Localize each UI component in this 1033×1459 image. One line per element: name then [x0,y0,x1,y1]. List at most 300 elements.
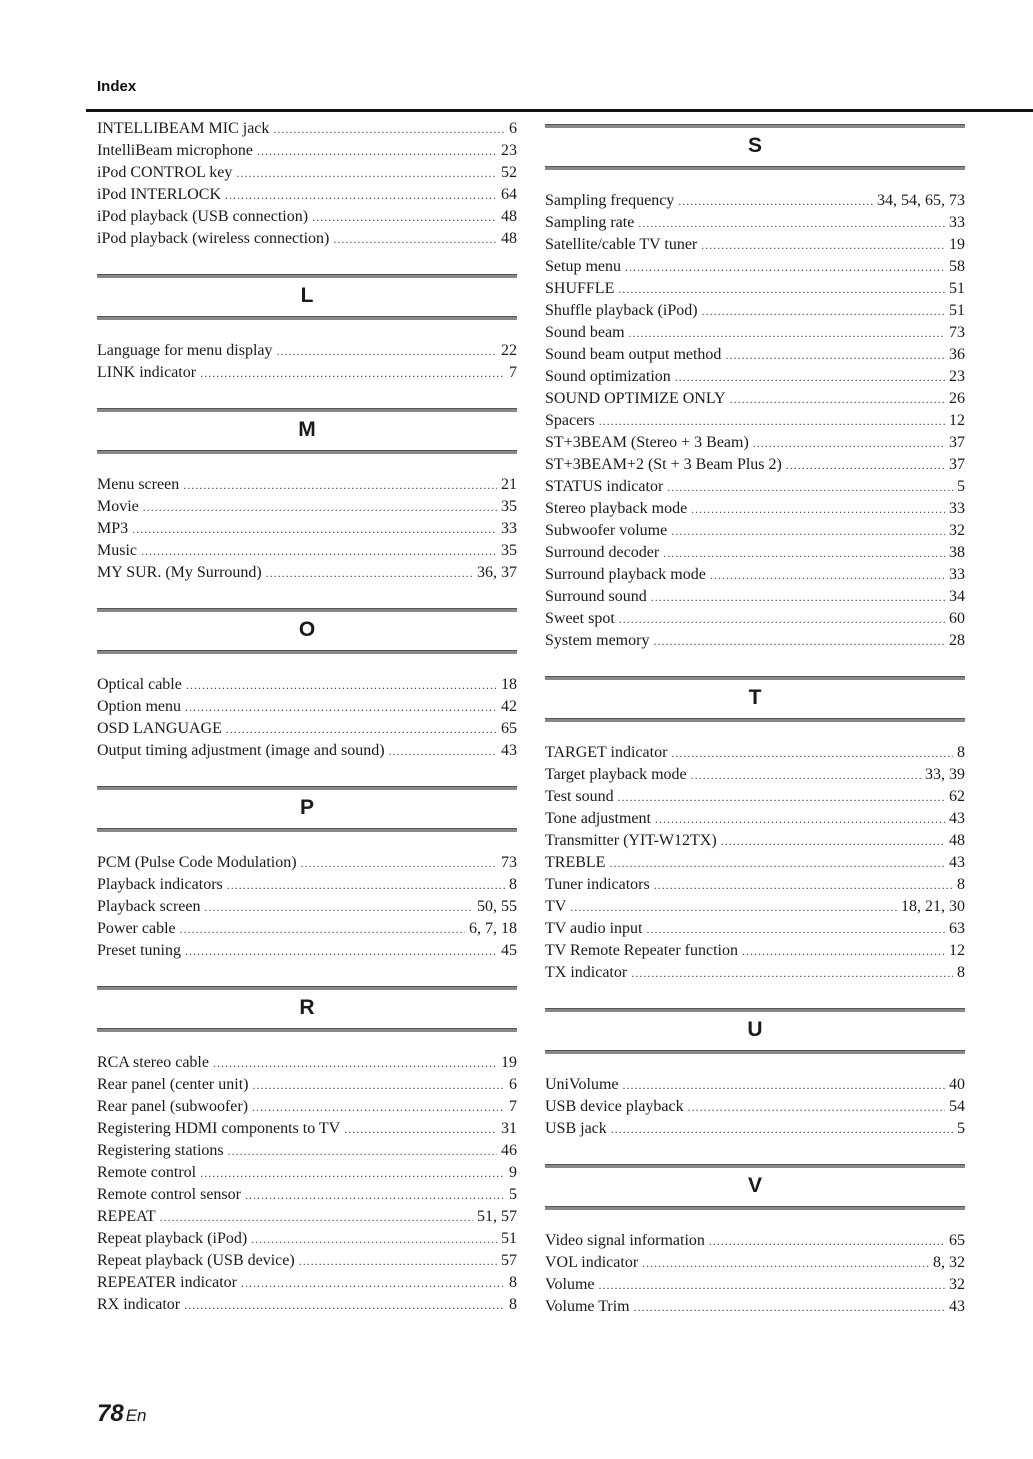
index-entry [545,1274,965,1296]
index-pages: 37 [949,456,965,473]
dot-leader [655,808,945,830]
dot-leader [609,852,945,874]
index-pages: 8, 32 [933,1254,965,1271]
index-entry [97,362,517,384]
dot-leader [252,1074,505,1096]
index-entry [545,278,965,300]
dot-leader [277,340,498,362]
dot-leader [143,496,497,518]
section-rule-bottom [97,828,517,832]
dot-leader [236,162,497,184]
dot-leader [141,540,497,562]
index-entry [545,256,965,278]
section-letter: U [747,1018,763,1041]
index-entry [97,1074,517,1096]
index-term: Remote control [97,1164,197,1181]
dot-leader [226,718,497,740]
index-term: TV audio input [545,920,643,937]
index-pages: 9 [509,1164,517,1181]
dot-leader [753,432,945,454]
index-entry [97,206,517,228]
index-term: Satellite/cable TV tuner [545,236,698,253]
dot-leader [301,852,497,874]
index-pages: 43 [501,742,517,759]
dot-leader [213,1052,497,1074]
index-pages: 35 [501,498,517,515]
dot-leader [634,1296,945,1318]
dot-leader [160,1206,473,1228]
dot-leader [742,940,945,962]
index-entry [97,1272,517,1294]
index-term: Transmitter (YIT-W12TX) [545,832,717,849]
dot-leader [252,1096,505,1118]
section-rule-top [97,274,517,278]
index-entry [545,388,965,410]
section-letter: M [298,418,316,441]
dot-leader [266,562,473,584]
dot-leader [611,1118,953,1140]
index-pages: 60 [949,610,965,627]
dot-leader [625,256,945,278]
section-header-t [545,676,965,722]
index-entry [545,520,965,542]
index-term: Optical cable [97,676,182,693]
index-term: Sampling rate [545,214,635,231]
section-rule-bottom [97,1028,517,1032]
section-rule-bottom [97,316,517,320]
index-term: iPod playback (wireless connection) [97,230,330,247]
index-pages: 43 [949,854,965,871]
index-pages: 6, 7, 18 [469,920,517,937]
section-rule-top [545,124,965,128]
section-rule-bottom [545,1050,965,1054]
index-term: Registering stations [97,1142,224,1159]
index-pages: 26 [949,390,965,407]
dot-leader [654,874,953,896]
index-pages: 33 [949,566,965,583]
index-pages: 65 [949,1232,965,1249]
dot-leader [273,118,505,140]
index-pages: 48 [501,230,517,247]
index-term: Spacers [545,412,595,429]
index-term: STATUS indicator [545,478,664,495]
index-entry [97,1206,517,1228]
index-term: SOUND OPTIMIZE ONLY [545,390,726,407]
dot-leader [227,874,505,896]
index-entry [545,322,965,344]
index-entry [545,940,965,962]
dot-leader [257,140,497,162]
dot-leader [619,608,945,630]
index-pages: 34 [949,588,965,605]
index-entry [97,540,517,562]
index-pages: 40 [949,1076,965,1093]
dot-leader [184,1294,505,1316]
index-entry [97,1052,517,1074]
index-term: Test sound [545,788,614,805]
section-rule-top [97,986,517,990]
section-header-r [97,986,517,1032]
index-entry [97,718,517,740]
index-entry [97,696,517,718]
index-term: PCM (Pulse Code Modulation) [97,854,297,871]
index-term: Surround decoder [545,544,660,561]
section-header-u [545,1008,965,1054]
dot-leader [667,476,953,498]
dot-leader [691,498,945,520]
dot-leader [389,740,497,762]
index-pages: 50, 55 [477,898,517,915]
index-term: LINK indicator [97,364,197,381]
index-term: Repeat playback (iPod) [97,1230,248,1247]
index-pages: 8 [509,876,517,893]
index-term: Repeat playback (USB device) [97,1252,295,1269]
index-entry [545,764,965,786]
section-rule-top [97,608,517,612]
index-entry [97,852,517,874]
index-entry [97,1096,517,1118]
index-term: Target playback mode [545,766,687,783]
index-term: RX indicator [97,1296,181,1313]
index-term: Rear panel (subwoofer) [97,1098,249,1115]
index-entry [545,344,965,366]
dot-leader [312,206,497,228]
index-entry [545,1096,965,1118]
index-pages: 33 [949,500,965,517]
index-term: Music [97,542,137,559]
dot-leader [186,674,497,696]
section-header-o [97,608,517,654]
index-pages: 18, 21, 30 [901,898,965,915]
index-pages: 31 [501,1120,517,1137]
index-pages: 58 [949,258,965,275]
dot-leader [200,1162,505,1184]
index-term: Sound beam [545,324,625,341]
index-term: iPod CONTROL key [97,164,233,181]
index-pages: 12 [949,942,965,959]
index-entry [97,184,517,206]
index-pages: 51 [501,1230,517,1247]
index-term: System memory [545,632,650,649]
index-pages: 6 [509,1076,517,1093]
index-term: Volume Trim [545,1298,630,1315]
index-pages: 45 [501,942,517,959]
index-pages: 48 [949,832,965,849]
index-entry [97,340,517,362]
index-pages: 7 [509,364,517,381]
index-term: Output timing adjustment (image and sound) [97,742,385,759]
index-entry [545,1252,965,1274]
index-term: iPod playback (USB connection) [97,208,309,225]
index-term: MY SUR. (My Surround) [97,564,262,581]
dot-leader [646,918,945,940]
index-term: Surround playback mode [545,566,706,583]
section-rule-top [545,1008,965,1012]
index-pages: 8 [957,876,965,893]
index-entry [545,366,965,388]
index-entry [97,674,517,696]
dot-leader [618,278,945,300]
dot-leader [245,1184,505,1206]
index-entry [545,852,965,874]
index-term: Video signal information [545,1232,705,1249]
index-entry [545,630,965,652]
index-entry [545,874,965,896]
index-entry [97,474,517,496]
index-pages: 33 [949,214,965,231]
index-term: OSD LANGUAGE [97,720,222,737]
dot-leader [185,696,497,718]
index-term: Sound beam output method [545,346,722,363]
section-letter: T [748,686,762,709]
index-pages: 63 [949,920,965,937]
index-term: UniVolume [545,1076,619,1093]
index-pages: 57 [501,1252,517,1269]
dot-leader [185,940,497,962]
index-term: Rear panel (center unit) [97,1076,249,1093]
page-number-value: 78 [97,1400,124,1427]
index-entry [97,1294,517,1316]
section-letter: R [299,996,315,1019]
index-entry [545,1074,965,1096]
index-entry [545,742,965,764]
dot-leader [599,410,945,432]
index-term: VOL indicator [545,1254,639,1271]
index-entry [97,162,517,184]
index-pages: 52 [501,164,517,181]
index-pages: 5 [957,1120,965,1137]
index-pages: 43 [949,1298,965,1315]
index-term: ST+3BEAM+2 (St + 3 Beam Plus 2) [545,456,782,473]
index-pages: 33, 39 [925,766,965,783]
index-term: TV Remote Repeater function [545,942,738,959]
dot-leader [653,630,945,652]
index-term: USB device playback [545,1098,684,1115]
index-pages: 19 [949,236,965,253]
dot-leader [710,564,945,586]
index-entry [97,874,517,896]
dot-leader [701,234,945,256]
index-term: Volume [545,1276,595,1293]
dot-leader [709,1230,945,1252]
section-letter: S [747,134,762,157]
index-entry [97,562,517,584]
index-pages: 8 [509,1296,517,1313]
section-rule-bottom [97,450,517,454]
index-term: Option menu [97,698,181,715]
index-pages: 51 [949,280,965,297]
index-entry [97,140,517,162]
index-pages: 65 [501,720,517,737]
index-entry [545,300,965,322]
index-term: Menu screen [97,476,180,493]
dot-leader [675,366,945,388]
index-pages: 5 [957,478,965,495]
section-header-v [545,1164,965,1210]
dot-leader [344,1118,497,1140]
section-rule-top [545,1164,965,1168]
index-entry [545,830,965,852]
index-pages: 5 [509,1186,517,1203]
index-term: Remote control sensor [97,1186,241,1203]
dot-leader [299,1250,497,1272]
index-entry [545,454,965,476]
index-term: IntelliBeam microphone [97,142,253,159]
index-pages: 35 [501,542,517,559]
index-pages: 51, 57 [477,1208,517,1225]
index-pages: 6 [509,120,517,137]
index-pages: 8 [509,1274,517,1291]
dot-leader [663,542,945,564]
index-term: Sampling frequency [545,192,675,209]
index-entry [97,496,517,518]
index-pages: 8 [957,744,965,761]
index-entry [97,1250,517,1272]
dot-leader [638,212,945,234]
dot-leader [631,962,953,984]
index-term: Shuffle playback (iPod) [545,302,698,319]
section-rule-top [545,676,965,680]
section-header-m [97,408,517,454]
index-term: Sweet spot [545,610,615,627]
index-entry [545,212,965,234]
index-term: TARGET indicator [545,744,668,761]
index-term: Tuner indicators [545,876,650,893]
index-pages: 38 [949,544,965,561]
dot-leader [618,786,945,808]
dot-leader [200,362,505,384]
index-entry [545,476,965,498]
index-term: Playback screen [97,898,201,915]
section-header-p [97,786,517,832]
dot-leader [183,474,497,496]
section-rule-top [97,786,517,790]
index-entry [545,896,965,918]
dot-leader [225,184,497,206]
index-term: Setup menu [545,258,621,275]
dot-leader [642,1252,929,1274]
index-term: USB jack [545,1120,607,1137]
index-term: Playback indicators [97,876,223,893]
section-rule-top [97,408,517,412]
index-pages: 22 [501,342,517,359]
index-pages: 34, 54, 65, 73 [877,192,965,209]
index-term: Subwoofer volume [545,522,668,539]
dot-leader [598,1274,945,1296]
index-pages: 51 [949,302,965,319]
index-entry [97,1140,517,1162]
index-entry [545,1230,965,1252]
index-pages: 28 [949,632,965,649]
index-term: Registering HDMI components to TV [97,1120,341,1137]
index-term: RCA stereo cable [97,1054,209,1071]
dot-leader [180,918,465,940]
index-entry [97,228,517,250]
section-header-l [97,274,517,320]
index-entry [97,940,517,962]
index-term: Sound optimization [545,368,671,385]
index-entry [545,234,965,256]
section-rule-bottom [545,166,965,170]
index-entry [545,542,965,564]
index-term: REPEAT [97,1208,156,1225]
index-entry [97,1228,517,1250]
index-pages: 33 [501,520,517,537]
index-entry [97,518,517,540]
index-pages: 12 [949,412,965,429]
index-pages: 23 [501,142,517,159]
page-language: En [125,1406,147,1425]
dot-leader [622,1074,945,1096]
index-term: TREBLE [545,854,606,871]
section-header-s [545,124,965,170]
index-entry [97,918,517,940]
dot-leader [678,190,873,212]
index-term: ST+3BEAM (Stereo + 3 Beam) [545,434,749,451]
index-term: Surround sound [545,588,647,605]
index-pages: 73 [501,854,517,871]
section-letter: V [747,1174,762,1197]
section-letter: O [298,618,316,641]
dot-leader [721,830,945,852]
index-pages: 32 [949,522,965,539]
index-pages: 7 [509,1098,517,1115]
dot-leader [688,1096,945,1118]
index-entry [97,896,517,918]
dot-leader [702,300,945,322]
section-letter: P [299,796,314,819]
dot-leader [132,518,497,540]
index-term: TV [545,898,567,915]
index-entry [545,608,965,630]
index-pages: 73 [949,324,965,341]
header-rule [86,109,1033,112]
index-term: Preset tuning [97,942,181,959]
index-entry [545,190,965,212]
index-entry [545,586,965,608]
dot-leader [241,1272,505,1294]
index-term: Movie [97,498,139,515]
index-pages: 19 [501,1054,517,1071]
dot-leader [671,520,945,542]
index-pages: 64 [501,186,517,203]
dot-leader [730,388,945,410]
dot-leader [251,1228,497,1250]
page-header-title: Index [97,78,137,95]
index-term: INTELLIBEAM MIC jack [97,120,270,137]
index-entry [545,808,965,830]
index-term: MP3 [97,520,129,537]
dot-leader [671,742,953,764]
index-term: Stereo playback mode [545,500,688,517]
index-pages: 21 [501,476,517,493]
dot-leader [228,1140,497,1162]
index-pages: 54 [949,1098,965,1115]
dot-leader [629,322,945,344]
dot-leader [786,454,945,476]
section-rule-bottom [545,1206,965,1210]
dot-leader [205,896,473,918]
index-entry [545,962,965,984]
index-term: Tone adjustment [545,810,651,827]
index-pages: 23 [949,368,965,385]
section-rule-bottom [97,650,517,654]
index-entry [545,498,965,520]
index-column-right [545,118,965,1318]
index-entry [97,1184,517,1206]
index-term: iPod INTERLOCK [97,186,221,203]
index-entry [545,564,965,586]
